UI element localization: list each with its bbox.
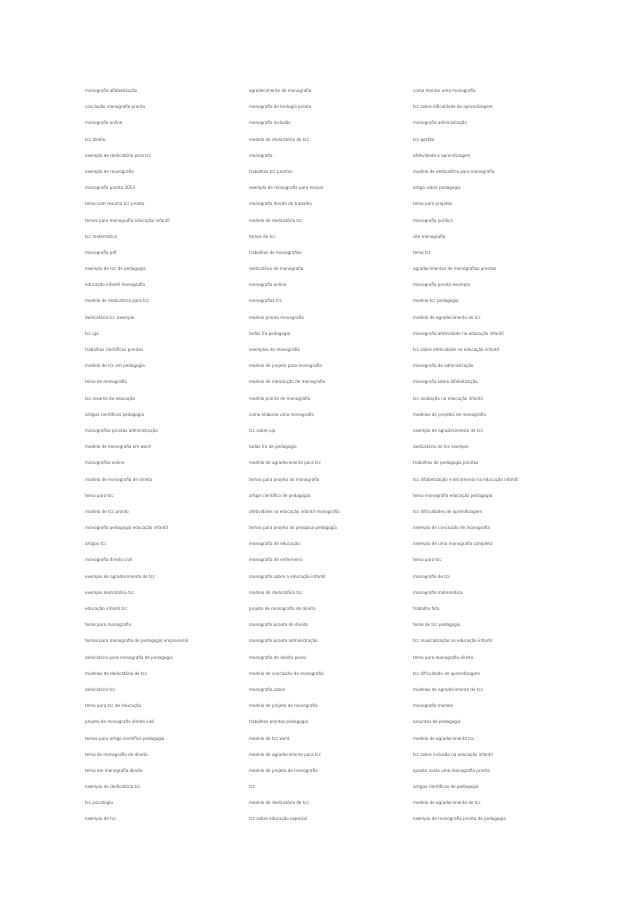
keyword-link[interactable]: modelo de conclusão de monografia [249,670,324,676]
keyword-link[interactable]: tcc sobre afetividade na educação infantil [413,347,499,352]
keyword-link[interactable]: quanto custa uma monografia pronta [413,767,490,773]
keyword-link[interactable]: monografia sobre alfabetização [413,379,478,385]
keyword-link[interactable]: trabalhos de pedagogia prontos [413,460,479,466]
keyword-link[interactable]: monografia sobre [249,686,286,692]
keyword-link[interactable]: tema com resumo tcc pronto [85,201,145,207]
keyword-link[interactable]: modelo de dedicatória tcc [249,589,303,595]
keyword-link[interactable]: modelo pronto monografia [249,314,304,320]
keyword-link[interactable]: temas para artigo científico pedagogia [85,735,165,741]
keyword-link[interactable]: modelo de tcc pronto [85,508,129,514]
keyword-link[interactable]: modelos de agradecimento de tcc [413,686,483,692]
keyword-link[interactable]: modelo tcc pedagogia [413,298,459,304]
keyword-link[interactable]: dedicatória de tcc exemplo [413,444,469,450]
keyword-link[interactable]: tcc musicalização na educação infantil [413,638,493,644]
keyword-link[interactable]: monografia jurídica [413,217,453,223]
keyword-link[interactable]: tcc sobre uja [249,427,276,433]
keyword-link[interactable]: exemplo de monografia pronta de pedagogia [413,816,506,822]
keyword-link[interactable]: artigo sobre pedagogia [413,185,461,191]
keyword-link[interactable]: tema para projetos [413,201,453,207]
keyword-link[interactable]: monografia pedagogia educação infantil [85,525,168,531]
keyword-link[interactable]: trabalhos científicos prontos [85,347,144,352]
keyword-link[interactable]: modelo de agradecimento para tcc [249,460,321,466]
keyword-link[interactable]: tcc dificuldades de aprendizagem [413,508,483,514]
keyword-link[interactable]: tema para tcc [413,557,442,563]
keyword-link[interactable]: tcc alfabetização e letramento na educação infantil [413,476,519,482]
keyword-link[interactable]: temas para projeto de monografia [249,476,320,482]
keyword-link[interactable]: exemplo dedicatória tcc [85,589,135,595]
keyword-link[interactable]: como elaborar uma monografia [249,411,314,417]
keyword-link[interactable]: exemplo de tcc de pedagogia [85,266,146,272]
keyword-link[interactable]: trabalhos de monografias [249,249,302,255]
keyword-link[interactable]: tema tcc [413,249,432,255]
keyword-link[interactable]: tcc sobre dificuldade de aprendizagem [413,104,493,110]
keyword-column-3 [413,88,583,833]
keyword-link[interactable]: modelo de introdução de monografia [249,379,326,385]
keyword-link[interactable]: monografia administração [413,120,467,126]
keyword-link[interactable]: modelo de tcc word [249,735,290,741]
keyword-link[interactable]: modelo de projeto de monografia [249,703,318,709]
keyword-link[interactable]: monografia pronta de direito [249,622,308,628]
keyword-link[interactable]: dedicatória tcc [85,686,116,692]
keyword-link[interactable]: trabalhos tcc prontos [249,168,293,174]
keyword-link[interactable]: monografias prontas administração [85,427,158,433]
keyword-link[interactable]: monografias tcc [249,298,283,304]
keyword-link[interactable]: site monografia [413,233,446,239]
keyword-link[interactable]: tema de monografia [85,379,127,385]
keyword-link[interactable]: tema para tcc [85,492,114,498]
keyword-link[interactable]: monografia direito civil [85,557,133,563]
keyword-link[interactable]: modelos de dedicatória de tcc [85,670,147,676]
keyword-link[interactable]: modelo pronto de monografia [249,395,311,401]
keyword-link[interactable]: dedicatória para monografia de pedagogia [85,654,173,660]
keyword-link[interactable]: tcc avaliação na educação infantil [413,395,483,401]
keyword-link[interactable]: trabalhos prontos pedagogia [249,719,308,725]
keyword-link[interactable]: conclusão monografia pronta [85,104,145,110]
keyword-link[interactable]: modelo de agradecimento tcc [413,735,475,741]
keyword-link[interactable]: modelo de tcc em pedagogia [85,363,145,369]
keyword-link[interactable]: exemplo de agradecimento de tcc [85,573,156,579]
keyword-link[interactable]: modelo de projeto de monografia [249,767,318,773]
keyword-link[interactable]: modelo de agradecimento de tcc [413,314,481,320]
keyword-link[interactable]: modelo de monografia em word [85,444,151,450]
keyword-link[interactable]: tema para monografia [85,622,131,628]
keyword-link[interactable]: assuntos de pedagogia [413,719,461,725]
keyword-column-1 [85,88,255,833]
keyword-link[interactable]: monografia de teologia pronta [249,104,312,110]
keyword-link[interactable]: trabalho fofo [413,606,440,611]
keyword-link[interactable]: monografia modelo [413,703,454,709]
keyword-link[interactable]: monografia de enfermeiro [249,557,303,563]
keyword-link[interactable]: afetividade na educação infantil monografia [249,508,340,514]
keyword-link[interactable]: exemplo de uma monografia completa [413,541,493,547]
keyword-link[interactable]: modelo de agradecimento para tcc [249,751,321,757]
keyword-link[interactable]: monografia de administração [413,363,474,369]
keyword-link[interactable]: tcc uja [85,330,99,336]
keyword-link[interactable]: monografia de educação [249,541,300,547]
keyword-link[interactable]: tcc psicologia [85,800,113,806]
keyword-link[interactable]: tema monografia educação pedagogia [413,492,493,498]
keyword-link[interactable]: monografia sobre a educação infantil [249,573,326,579]
keyword-link[interactable]: tcc matemática [85,233,118,239]
keyword-link[interactable]: tcc [249,784,256,790]
keyword-link[interactable]: como montar uma monografia [413,88,476,93]
keyword-link[interactable]: temas para projeto de pesquisa pedagogia [249,525,337,531]
keyword-link[interactable]: exemplo de monografia para revisar [249,185,324,191]
keyword-link[interactable]: tcc sobre inclusão na educação infantil [413,751,493,757]
keyword-link[interactable]: exemplo de conclusão de monografia [413,525,490,531]
keyword-link[interactable]: monografia de tcc [413,573,451,579]
keyword-link[interactable]: tcc sobre educação especial [249,816,307,822]
keyword-link[interactable]: tema em monografia direito [85,767,143,773]
keyword-link[interactable]: tcc resumo da educação [85,395,136,401]
keyword-link[interactable]: todas fra de pedagogia [249,444,297,450]
keyword-link[interactable]: artigos tcc [85,541,107,547]
keyword-link[interactable]: tema de tcc pedagogia [413,622,461,628]
keyword-link[interactable]: monografia direito do trabalho [249,201,312,207]
keyword-link[interactable]: monografia alfabetização [85,88,138,93]
keyword-link[interactable]: todas fra pedagogia [249,330,291,336]
keyword-link[interactable]: tema para tcc de educação [85,703,142,709]
keyword-link[interactable]: monografia de direito penal [249,654,306,660]
keyword-link[interactable]: modelo de projeto para monografia [249,363,322,369]
keyword-link[interactable]: modelo de monografia de direito [85,476,153,482]
keyword-link[interactable]: temas de tcc [249,233,276,239]
keyword-column-2 [249,88,419,833]
keyword-link[interactable]: monografia pronta 2013 [85,185,135,191]
keyword-link[interactable]: monografias online [85,460,125,466]
keyword-link[interactable]: modelo de dedicatória para monografia [413,168,495,174]
keyword-link[interactable]: dedicatória de monografia [249,266,304,272]
keyword-link[interactable]: exemplo de tcc [85,816,117,822]
keyword-link[interactable]: afetividade e aprendizagem [413,152,471,158]
keyword-link[interactable]: monografia online [249,282,287,288]
keyword-link[interactable]: monografia pdf [85,249,117,255]
keyword-link[interactable]: exemplo de agradecimento de tcc [413,427,484,433]
keyword-link[interactable]: tema para monografia direito [413,654,474,660]
keyword-link[interactable]: monografia afetividade na educação infantil [413,330,504,336]
keyword-link[interactable]: temas para monografia educação infantil [85,217,170,223]
keyword-link[interactable]: modelo de dedicatória tcc [249,217,303,223]
keyword-link[interactable]: monografia online [85,120,123,126]
keyword-link[interactable]: projeto de monografia de direito [249,606,316,611]
keyword-link[interactable]: agradecimentos de monografias prontas [413,266,497,272]
keyword-link[interactable]: tema de monografia de direito [85,751,148,757]
keyword-link[interactable]: exemplos de monografia [249,347,300,352]
keyword-link[interactable]: projeto de monografia direito civil [85,719,155,725]
keyword-link[interactable]: artigo científico de pedagogia [249,492,311,498]
keyword-link[interactable]: exemplo de dedicatória para tcc [85,152,152,158]
keyword-link[interactable]: dedicatória tcc exemplo [85,314,135,320]
keyword-link[interactable]: educação infantil tcc [85,606,128,611]
keyword-link[interactable]: agradecimento de monografia [249,88,312,93]
keyword-link[interactable]: monografia pronta exemplo [413,282,470,288]
keyword-link[interactable]: monografia [249,152,273,158]
keyword-link[interactable]: exemplo de dedicatória tcc [85,784,141,790]
keyword-link[interactable]: monografia matemática [413,589,463,595]
keyword-link[interactable]: modelo de dedicatória de tcc [249,800,309,806]
keyword-link[interactable]: exemplo de monografia [85,168,134,174]
keyword-link[interactable]: artigos científicos pedagogia [85,411,145,417]
keyword-link[interactable]: modelo de dedicatória para tcc [85,298,150,304]
keyword-link[interactable]: temas para monografia de pedagogia empresarial [85,638,189,644]
keyword-link[interactable]: tcc gestão [413,136,435,142]
keyword-link[interactable]: monografia pronta administração [249,638,318,644]
keyword-link[interactable]: educação infantil monografia [85,282,145,288]
keyword-link[interactable]: tcc dificuldade de aprendizagem [413,670,480,676]
keyword-link[interactable]: modelo de dedicatória de tcc [249,136,309,142]
keyword-link[interactable]: modelos de projetos de monografia [413,411,486,417]
keyword-link[interactable]: artigos científicos de pedagogia [413,784,479,790]
keyword-link[interactable]: tcc direito [85,136,106,142]
keyword-link[interactable]: monografia inclusão [249,120,291,126]
keyword-link[interactable]: modelo de agradecimento de tcc [413,800,481,806]
